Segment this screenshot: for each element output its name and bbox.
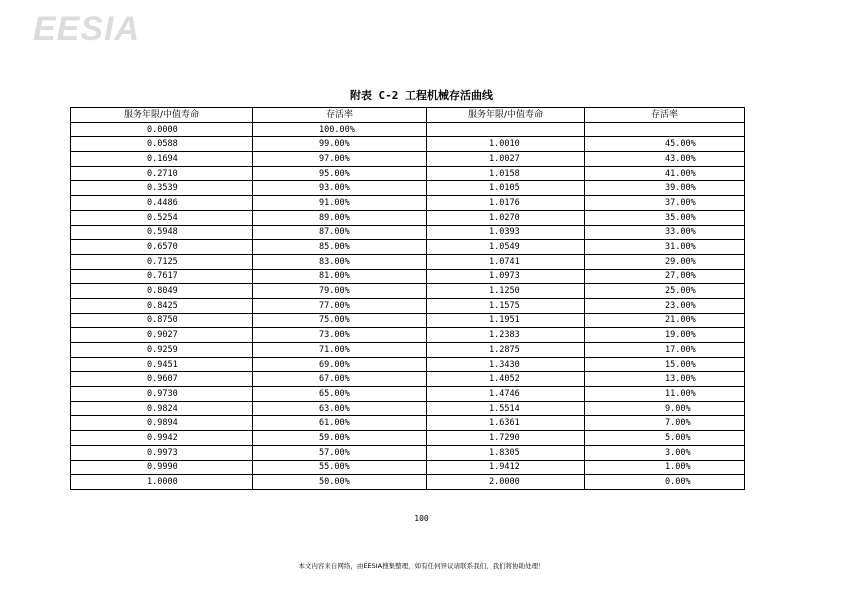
service-life-cell: [427, 122, 585, 137]
service-life-cell: 1.7290: [427, 431, 585, 446]
survival-rate-cell: 50.00%: [253, 475, 427, 490]
service-life-cell: 0.5948: [71, 225, 253, 240]
table-row: [71, 416, 745, 431]
survival-rate-cell: 81.00%: [253, 269, 427, 284]
service-life-cell: 0.9942: [71, 431, 253, 446]
service-life-cell: 2.0000: [427, 475, 585, 490]
page-number: 100: [414, 514, 429, 523]
service-life-cell: 0.9607: [71, 372, 253, 387]
service-life-cell: 1.0027: [427, 152, 585, 167]
header-service-life-1: 服务年限/中值寿命: [71, 108, 253, 123]
survival-rate-cell: 0.00%: [585, 475, 745, 490]
table-row: [71, 240, 745, 255]
service-life-cell: 0.9973: [71, 445, 253, 460]
table-row: [71, 328, 745, 343]
service-life-cell: 0.9451: [71, 357, 253, 372]
service-life-cell: 1.2875: [427, 343, 585, 358]
service-life-cell: 0.9894: [71, 416, 253, 431]
table-row: [71, 475, 745, 490]
service-life-cell: 0.5254: [71, 210, 253, 225]
service-life-cell: 0.8750: [71, 313, 253, 328]
service-life-cell: 0.8425: [71, 298, 253, 313]
survival-rate-cell: 31.00%: [585, 240, 745, 255]
survival-rate-cell: [585, 122, 745, 137]
survival-rate-cell: 35.00%: [585, 210, 745, 225]
service-life-cell: 1.1951: [427, 313, 585, 328]
survival-rate-cell: 71.00%: [253, 343, 427, 358]
service-life-cell: 0.0000: [71, 122, 253, 137]
survival-rate-cell: 1.00%: [585, 460, 745, 475]
table-row: [71, 284, 745, 299]
survival-rate-cell: 9.00%: [585, 401, 745, 416]
table-row: [71, 181, 745, 196]
survival-rate-cell: 3.00%: [585, 445, 745, 460]
service-life-cell: 1.0973: [427, 269, 585, 284]
service-life-cell: 1.0393: [427, 225, 585, 240]
survival-rate-cell: 17.00%: [585, 343, 745, 358]
survival-rate-cell: 69.00%: [253, 357, 427, 372]
survival-rate-cell: 11.00%: [585, 387, 745, 402]
service-life-cell: 0.6570: [71, 240, 253, 255]
service-life-cell: 0.2710: [71, 166, 253, 181]
table-row: [71, 357, 745, 372]
survival-rate-cell: 59.00%: [253, 431, 427, 446]
table-row: [71, 166, 745, 181]
service-life-cell: 0.8049: [71, 284, 253, 299]
service-life-cell: 0.1694: [71, 152, 253, 167]
survival-rate-cell: 63.00%: [253, 401, 427, 416]
service-life-cell: 1.0158: [427, 166, 585, 181]
footer-disclaimer: 本文内容来自网络，由EESIA搜集整理，如有任何异议请联系我们，我们将协助处理！: [298, 562, 545, 570]
survival-rate-cell: 5.00%: [585, 431, 745, 446]
survival-rate-cell: 79.00%: [253, 284, 427, 299]
table-row: [71, 122, 745, 137]
service-life-cell: 1.0105: [427, 181, 585, 196]
survival-rate-cell: 15.00%: [585, 357, 745, 372]
survival-rate-cell: 77.00%: [253, 298, 427, 313]
table-row: [71, 137, 745, 152]
table-row: [71, 152, 745, 167]
table-row: [71, 445, 745, 460]
eesia-logo: EESIA: [33, 10, 141, 48]
service-life-cell: 1.9412: [427, 460, 585, 475]
survival-rate-cell: 25.00%: [585, 284, 745, 299]
survival-rate-cell: 61.00%: [253, 416, 427, 431]
survival-rate-cell: 39.00%: [585, 181, 745, 196]
survival-rate-cell: 7.00%: [585, 416, 745, 431]
table-row: [71, 431, 745, 446]
table-row: [71, 343, 745, 358]
service-life-cell: 1.4052: [427, 372, 585, 387]
service-life-cell: 0.9824: [71, 401, 253, 416]
service-life-cell: 0.9730: [71, 387, 253, 402]
service-life-cell: 0.3539: [71, 181, 253, 196]
service-life-cell: 1.3430: [427, 357, 585, 372]
table-row: [71, 254, 745, 269]
table-row: [71, 196, 745, 211]
table-row: [71, 313, 745, 328]
service-life-cell: 0.0588: [71, 137, 253, 152]
service-life-cell: 1.0549: [427, 240, 585, 255]
table-title: 附表 C-2 工程机械存活曲线: [349, 89, 494, 102]
survival-rate-cell: 13.00%: [585, 372, 745, 387]
survival-rate-cell: 65.00%: [253, 387, 427, 402]
survival-rate-cell: 99.00%: [253, 137, 427, 152]
service-life-cell: 0.9990: [71, 460, 253, 475]
service-life-cell: 1.0010: [427, 137, 585, 152]
table-row: [71, 298, 745, 313]
survival-rate-cell: 67.00%: [253, 372, 427, 387]
survival-rate-cell: 85.00%: [253, 240, 427, 255]
service-life-cell: 1.4746: [427, 387, 585, 402]
survival-rate-cell: 33.00%: [585, 225, 745, 240]
survival-rate-cell: 41.00%: [585, 166, 745, 181]
service-life-cell: 0.4486: [71, 196, 253, 211]
header-survival-rate-1: 存活率: [253, 108, 427, 123]
survival-rate-cell: 43.00%: [585, 152, 745, 167]
service-life-cell: 1.0741: [427, 254, 585, 269]
survival-rate-cell: 75.00%: [253, 313, 427, 328]
table-row: [71, 269, 745, 284]
survival-curve-table: [70, 107, 745, 490]
survival-rate-cell: 89.00%: [253, 210, 427, 225]
service-life-cell: 1.0000: [71, 475, 253, 490]
survival-rate-cell: 27.00%: [585, 269, 745, 284]
table-row: [71, 225, 745, 240]
service-life-cell: 0.7617: [71, 269, 253, 284]
survival-rate-cell: 100.00%: [253, 122, 427, 137]
survival-rate-cell: 45.00%: [585, 137, 745, 152]
service-life-cell: 0.9027: [71, 328, 253, 343]
survival-rate-cell: 23.00%: [585, 298, 745, 313]
table-row: [71, 401, 745, 416]
survival-rate-cell: 37.00%: [585, 196, 745, 211]
survival-rate-cell: 95.00%: [253, 166, 427, 181]
header-service-life-2: 服务年限/中值寿命: [427, 108, 585, 123]
survival-rate-cell: 19.00%: [585, 328, 745, 343]
service-life-cell: 1.8305: [427, 445, 585, 460]
service-life-cell: 1.6361: [427, 416, 585, 431]
service-life-cell: 1.1575: [427, 298, 585, 313]
survival-rate-cell: 29.00%: [585, 254, 745, 269]
survival-rate-cell: 55.00%: [253, 460, 427, 475]
survival-rate-cell: 83.00%: [253, 254, 427, 269]
survival-rate-cell: 73.00%: [253, 328, 427, 343]
table-row: [71, 210, 745, 225]
table-row: [71, 372, 745, 387]
table-row: [71, 460, 745, 475]
survival-rate-cell: 97.00%: [253, 152, 427, 167]
survival-rate-cell: 57.00%: [253, 445, 427, 460]
survival-rate-cell: 93.00%: [253, 181, 427, 196]
service-life-cell: 1.5514: [427, 401, 585, 416]
table-row: [71, 387, 745, 402]
service-life-cell: 1.2383: [427, 328, 585, 343]
survival-rate-cell: 87.00%: [253, 225, 427, 240]
service-life-cell: 0.7125: [71, 254, 253, 269]
service-life-cell: 1.0176: [427, 196, 585, 211]
survival-rate-cell: 21.00%: [585, 313, 745, 328]
header-survival-rate-2: 存活率: [585, 108, 745, 123]
survival-rate-cell: 91.00%: [253, 196, 427, 211]
service-life-cell: 1.1250: [427, 284, 585, 299]
table-header-row: [71, 108, 745, 123]
service-life-cell: 1.0270: [427, 210, 585, 225]
service-life-cell: 0.9259: [71, 343, 253, 358]
